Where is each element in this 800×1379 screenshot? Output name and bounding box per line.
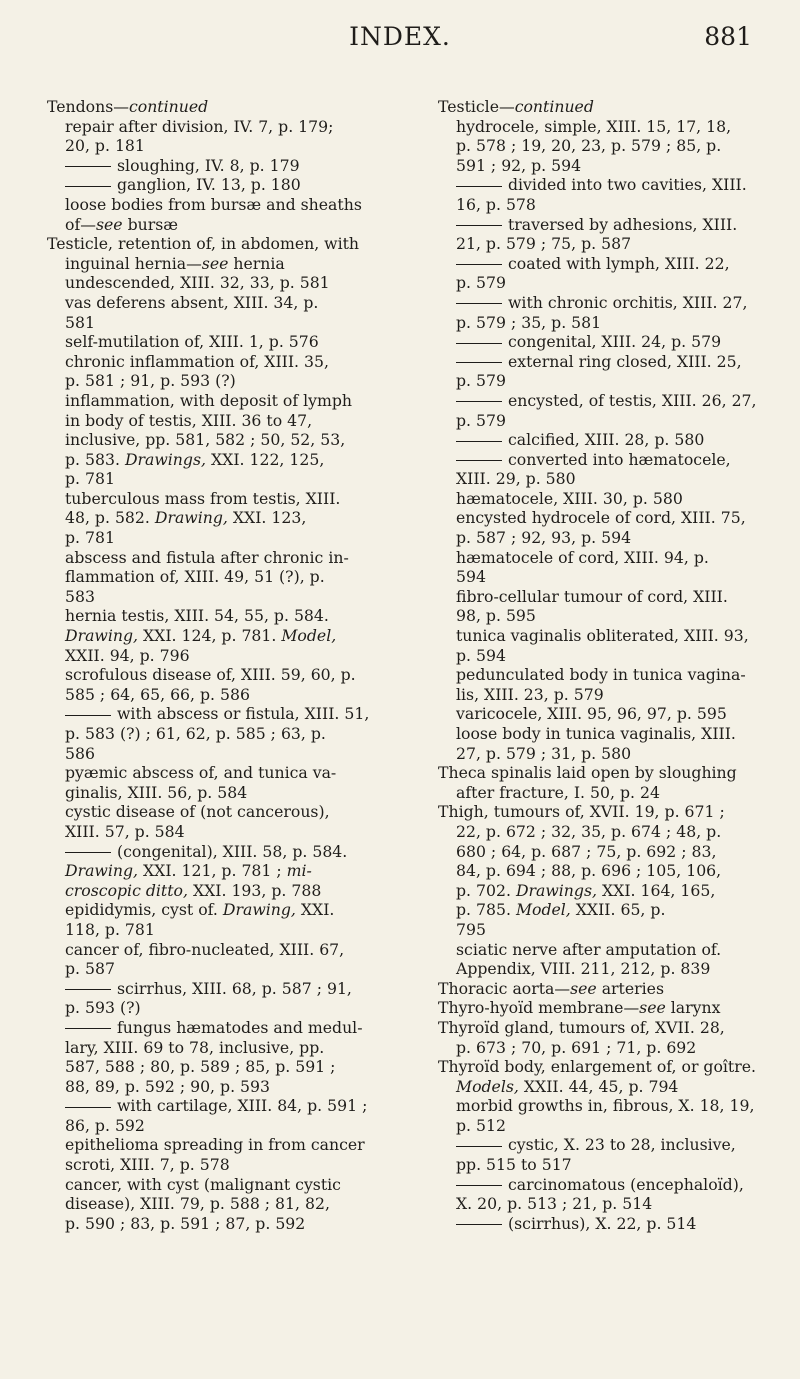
index-line [47, 1077, 417, 1097]
index-line [438, 430, 778, 450]
index-line [438, 156, 778, 176]
index-text: traversed by adhesions, XIII. [508, 214, 738, 234]
index-line [438, 998, 778, 1018]
index-text: cancer of, fibro-nucleated, XIII. 67, [65, 939, 345, 959]
index-line [47, 136, 417, 156]
index-line [438, 332, 778, 352]
index-text: lary, XIII. 69 to 78, inclusive, pp. [65, 1037, 325, 1057]
index-text: sloughing, IV. 8, p. 179 [117, 155, 300, 175]
index-text: Theca spinalis laid open by sloughing [438, 763, 737, 783]
ditto-dash [456, 460, 502, 461]
index-text: 583 [65, 586, 95, 606]
index-line [438, 940, 778, 960]
index-line [47, 1018, 417, 1038]
index-text: hæmatocele of cord, XIII. 94, p. [456, 547, 709, 567]
index-line [438, 1038, 778, 1058]
index-line [438, 567, 778, 587]
index-italic-text: mi- [286, 861, 312, 881]
index-text: repair after division, IV. 7, p. 179; [65, 116, 334, 136]
index-line [47, 293, 417, 313]
index-text: sciatic nerve after amputation of. [456, 939, 722, 959]
ditto-dash [65, 852, 111, 853]
index-text: scrofulous disease of, XIII. 59, 60, p. [65, 665, 356, 685]
index-line [47, 313, 417, 333]
index-text: with abscess or fistula, XIII. 51, [117, 704, 370, 724]
index-text: p. 579 ; 35, p. 581 [456, 312, 602, 332]
ditto-dash [456, 186, 502, 187]
index-text: 27, p. 579 ; 31, p. 580 [456, 743, 632, 763]
index-italic-text: see [95, 214, 123, 234]
index-text: inclusive, pp. 581, 582 ; 50, 52, 53, [65, 430, 346, 450]
index-text: arteries [596, 978, 664, 998]
index-line [438, 861, 778, 881]
index-line [438, 606, 778, 626]
index-text: with cartilage, XIII. 84, p. 591 ; [117, 1096, 368, 1116]
index-line [438, 646, 778, 666]
index-line [47, 744, 417, 764]
index-italic-text: see [639, 998, 666, 1018]
index-line [47, 763, 417, 783]
ditto-dash [456, 441, 502, 442]
index-text: coated with lymph, XIII. 22, [508, 253, 730, 273]
index-text: external ring closed, XIII. 25, [508, 351, 742, 371]
index-text: 680 ; 64, p. 687 ; 75, p. 692 ; 83, [456, 841, 717, 861]
index-column-right [438, 97, 778, 1233]
index-text: ganglion, IV. 13, p. 180 [117, 175, 301, 195]
index-text: p. 579 [456, 371, 506, 391]
index-text: Thyroïd body, enlargement of, or goître. [438, 1057, 757, 1077]
ditto-dash [456, 225, 502, 226]
index-line [438, 783, 778, 803]
index-line [47, 371, 417, 391]
index-line [438, 313, 778, 333]
index-text: p. 579 [456, 273, 506, 293]
index-text: 22, p. 672 ; 32, 35, p. 674 ; 48, p. [456, 821, 722, 841]
index-text: p. 673 ; 70, p. 691 ; 71, p. 692 [456, 1037, 697, 1057]
ditto-dash [456, 401, 502, 402]
index-text: self-mutilation of, XIII. 1, p. 576 [65, 332, 319, 352]
index-text: (congenital), XIII. 58, p. 584. [117, 841, 348, 861]
index-line [438, 763, 778, 783]
index-line [47, 195, 417, 215]
index-text: 98, p. 595 [456, 606, 536, 626]
index-text: 20, p. 181 [65, 136, 145, 156]
index-line [47, 940, 417, 960]
index-line [47, 215, 417, 235]
index-italic-text: Drawing, [222, 900, 296, 920]
index-text: lis, XIII. 23, p. 579 [456, 684, 604, 704]
index-text: p. 785. [456, 900, 516, 920]
index-text: hydrocele, simple, XIII. 15, 17, 18, [456, 116, 732, 136]
index-line [438, 665, 778, 685]
index-text: hernia testis, XIII. 54, 55, p. 584. [65, 606, 329, 626]
index-line [438, 1135, 778, 1155]
index-text: of— [65, 214, 96, 234]
index-line [438, 920, 778, 940]
index-line [438, 469, 778, 489]
ditto-dash [65, 715, 111, 716]
index-line [438, 391, 778, 411]
index-text: epithelioma spreading in from cancer [65, 1135, 365, 1155]
index-line [438, 411, 778, 431]
index-line [47, 1135, 417, 1155]
ditto-dash [456, 362, 502, 363]
ditto-dash [65, 1107, 111, 1108]
index-line [47, 1175, 417, 1195]
index-text: ginalis, XIII. 56, p. 584 [65, 782, 248, 802]
index-line [47, 959, 417, 979]
index-line [438, 234, 778, 254]
index-line [438, 1155, 778, 1175]
index-line [47, 508, 417, 528]
index-text: 86, p. 592 [65, 1115, 145, 1135]
index-text: tunica vaginalis obliterated, XIII. 93, [456, 626, 749, 646]
index-italic-text: Drawing, [154, 508, 228, 528]
index-text: X. 20, p. 513 ; 21, p. 514 [456, 1194, 653, 1214]
index-line [438, 528, 778, 548]
index-text: XXII. 65, p. [570, 900, 666, 920]
ditto-dash [456, 343, 502, 344]
index-text: cancer, with cyst (malignant cystic [65, 1174, 341, 1194]
index-text: hæmatocele, XIII. 30, p. 580 [456, 488, 683, 508]
index-line [47, 1096, 417, 1116]
index-text: pedunculated body in tunica vagina- [456, 665, 746, 685]
index-italic-text: Drawings, [515, 880, 597, 900]
index-text: 795 [456, 919, 486, 939]
ditto-dash [456, 1146, 502, 1147]
index-text: with chronic orchitis, XIII. 27, [508, 292, 748, 312]
index-line [438, 548, 778, 568]
index-column-left [47, 97, 417, 1233]
index-line [438, 293, 778, 313]
index-text: XIII. 29, p. 580 [456, 469, 576, 489]
index-text: scirrhus, XIII. 68, p. 587 ; 91, [117, 978, 352, 998]
index-text: 118, p. 781 [65, 919, 155, 939]
index-text: cystic disease of (not cancerous), [65, 802, 330, 822]
index-line [438, 215, 778, 235]
index-text: tuberculous mass from testis, XIII. [65, 488, 341, 508]
index-italic-text: Models, [456, 1076, 519, 1096]
index-line [438, 1214, 778, 1234]
index-line [47, 411, 417, 431]
index-text: p. 587 [65, 959, 115, 979]
index-line [438, 1077, 778, 1097]
index-italic-text: continued [514, 97, 594, 116]
index-text: p. 594 [456, 645, 506, 665]
index-line [47, 489, 417, 509]
index-text: divided into two cavities, XIII. [508, 175, 747, 195]
index-italic-text: croscopic ditto, [65, 880, 188, 900]
index-line [438, 489, 778, 509]
index-line [47, 332, 417, 352]
index-line [47, 920, 417, 940]
index-line [47, 881, 417, 901]
index-text: pyæmic abscess of, and tunica va- [65, 763, 337, 783]
index-text: undescended, XIII. 32, 33, p. 581 [65, 273, 330, 293]
index-text: 16, p. 578 [456, 194, 536, 214]
index-text: Thigh, tumours of, XVII. 19, p. 671 ; [438, 802, 725, 822]
ditto-dash [456, 1224, 502, 1225]
index-line [47, 430, 417, 450]
index-text: encysted hydrocele of cord, XIII. 75, [456, 508, 746, 528]
index-italic-text: Drawing, [65, 626, 139, 646]
index-text: disease), XIII. 79, p. 588 ; 81, 82, [65, 1194, 330, 1214]
index-text: Tendons— [47, 97, 129, 116]
index-line [47, 979, 417, 999]
index-text: Appendix, VIII. 211, 212, p. 839 [456, 959, 711, 979]
index-text: p. 578 ; 19, 20, 23, p. 579 ; 85, p. [456, 136, 722, 156]
index-text: hernia [228, 253, 285, 273]
index-text: XXI. [295, 900, 335, 920]
index-line [47, 822, 417, 842]
index-text: 587, 588 ; 80, p. 589 ; 85, p. 591 ; [65, 1057, 336, 1077]
ditto-dash [65, 1028, 111, 1029]
index-line [438, 1096, 778, 1116]
index-text: congenital, XIII. 24, p. 579 [508, 332, 722, 352]
index-line [47, 1214, 417, 1234]
index-text: p. 581 ; 91, p. 593 (?) [65, 371, 236, 391]
index-line [438, 273, 778, 293]
index-line [47, 1194, 417, 1214]
index-line [47, 861, 417, 881]
index-text: XXII. 44, 45, p. 794 [518, 1076, 679, 1096]
page-title: INDEX. [349, 22, 451, 51]
index-text: 88, 89, p. 592 ; 90, p. 593 [65, 1076, 270, 1096]
ditto-dash [65, 186, 111, 187]
index-line [438, 254, 778, 274]
index-text: Testicle, retention of, in abdomen, with [47, 234, 360, 254]
index-line [47, 273, 417, 293]
index-line [47, 704, 417, 724]
index-text: chronic inflammation of, XIII. 35, [65, 351, 329, 371]
index-line [47, 469, 417, 489]
index-text: XIII. 57, p. 584 [65, 821, 185, 841]
index-text: 21, p. 579 ; 75, p. 587 [456, 234, 632, 254]
index-line [438, 1057, 778, 1077]
index-line [438, 117, 778, 137]
index-line [438, 97, 778, 117]
index-text: XXI. 123, [227, 508, 307, 528]
index-text: 586 [65, 743, 95, 763]
index-line [438, 744, 778, 764]
index-line [438, 195, 778, 215]
index-line [47, 802, 417, 822]
index-line [47, 626, 417, 646]
index-text: 48, p. 582. [65, 508, 155, 528]
index-text: XXI. 124, p. 781. [138, 626, 282, 646]
index-line [438, 175, 778, 195]
index-line [47, 606, 417, 626]
index-text: (scirrhus), X. 22, p. 514 [508, 1213, 697, 1233]
index-line [47, 665, 417, 685]
index-text: calcified, XIII. 28, p. 580 [508, 430, 705, 450]
ditto-dash [456, 303, 502, 304]
index-italic-text: Drawings, [124, 449, 206, 469]
index-text: XXI. 193, p. 788 [187, 880, 322, 900]
index-text: 594 [456, 567, 486, 587]
index-text: 581 [65, 312, 95, 332]
index-text: epididymis, cyst of. [65, 900, 223, 920]
index-line [47, 97, 417, 117]
index-italic-text: Drawing, [65, 861, 139, 881]
index-text: Thyroïd gland, tumours of, XVII. 28, [438, 1017, 725, 1037]
index-text: loose body in tunica vaginalis, XIII. [456, 724, 736, 743]
index-line [438, 704, 778, 724]
index-line [438, 842, 778, 862]
index-line [438, 1018, 778, 1038]
index-line [438, 136, 778, 156]
index-line [47, 567, 417, 587]
index-line [438, 959, 778, 979]
ditto-dash [65, 989, 111, 990]
index-text: fungus hæmatodes and medul- [117, 1017, 363, 1037]
index-text: morbid growths in, fibrous, X. 18, 19, [456, 1096, 755, 1116]
index-line [47, 117, 417, 137]
ditto-dash [456, 264, 502, 265]
index-text: p. 583. [65, 449, 125, 469]
index-text: p. 512 [456, 1115, 506, 1135]
index-text: Testicle— [438, 97, 515, 116]
index-line [438, 685, 778, 705]
index-line [47, 391, 417, 411]
running-head [0, 22, 800, 62]
index-line [438, 900, 778, 920]
index-text: p. 590 ; 83, p. 591 ; 87, p. 592 [65, 1213, 306, 1233]
index-text: XXI. 122, 125, [206, 449, 325, 469]
index-text: p. 583 (?) ; 61, 62, p. 585 ; 63, p. [65, 724, 326, 743]
index-text: cystic, X. 23 to 28, inclusive, [508, 1135, 736, 1155]
index-text: converted into hæmatocele, [508, 449, 731, 469]
index-line [438, 724, 778, 744]
index-text: carcinomatous (encephaloïd), [508, 1174, 744, 1194]
index-line [438, 802, 778, 822]
index-line [47, 548, 417, 568]
index-text: p. 593 (?) [65, 998, 141, 1018]
index-line [47, 528, 417, 548]
index-line [438, 1116, 778, 1136]
index-text: in body of testis, XIII. 36 to 47, [65, 410, 313, 430]
index-text: Thyro-hyoïd membrane— [438, 998, 640, 1018]
index-italic-text: continued [128, 97, 209, 116]
index-text: fibro-cellular tumour of cord, XIII. [456, 586, 728, 606]
index-line [47, 646, 417, 666]
index-text: 84, p. 694 ; 88, p. 696 ; 105, 106, [456, 861, 722, 881]
index-line [438, 626, 778, 646]
index-text: bursæ [122, 214, 179, 234]
index-text: after fracture, I. 50, p. 24 [456, 782, 660, 802]
index-text: loose bodies from bursæ and sheaths [65, 194, 362, 214]
index-text: inflammation, with deposit of lymph [65, 390, 353, 410]
index-text: vas deferens absent, XIII. 34, p. [65, 292, 319, 312]
index-line [438, 822, 778, 842]
index-text: scroti, XIII. 7, p. 578 [65, 1155, 230, 1175]
index-italic-text: see [570, 978, 597, 998]
index-line [47, 842, 417, 862]
index-text: varicocele, XIII. 95, 96, 97, p. 595 [456, 704, 727, 724]
index-line [47, 587, 417, 607]
index-italic-text: see [201, 253, 229, 273]
index-line [438, 881, 778, 901]
index-line [47, 1155, 417, 1175]
index-text: larynx [665, 998, 721, 1018]
index-line [47, 254, 417, 274]
index-text: abscess and fistula after chronic in- [65, 547, 349, 567]
index-text: p. 781 [65, 469, 115, 489]
index-line [47, 450, 417, 470]
index-italic-text: Model, [281, 626, 337, 646]
index-text: XXII. 94, p. 796 [65, 645, 190, 665]
index-text: encysted, of testis, XIII. 26, 27, [508, 390, 757, 410]
ditto-dash [456, 1185, 502, 1186]
index-text: XXI. 121, p. 781 ; [138, 861, 287, 881]
index-text: 585 ; 64, 65, 66, p. 586 [65, 684, 250, 704]
index-line [438, 450, 778, 470]
index-line [47, 1116, 417, 1136]
page-number: 881 [704, 22, 752, 51]
index-line [47, 1038, 417, 1058]
index-line [438, 979, 778, 999]
index-line [47, 1057, 417, 1077]
index-text: 591 ; 92, p. 594 [456, 155, 582, 175]
index-line [47, 783, 417, 803]
index-text: flammation of, XIII. 49, 51 (?), p. [65, 567, 325, 587]
index-line [47, 156, 417, 176]
index-text: p. 587 ; 92, 93, p. 594 [456, 528, 632, 548]
index-line [47, 685, 417, 705]
index-line [438, 587, 778, 607]
ditto-dash [65, 166, 111, 167]
index-line [438, 352, 778, 372]
index-text: inguinal hernia— [65, 253, 202, 273]
index-text: p. 702. [456, 880, 516, 900]
index-line [47, 234, 417, 254]
index-line [47, 352, 417, 372]
index-text: XXI. 164, 165, [597, 880, 716, 900]
index-line [438, 1194, 778, 1214]
index-text: pp. 515 to 517 [456, 1155, 572, 1175]
index-line [47, 724, 417, 744]
index-line [438, 1175, 778, 1195]
index-line [438, 508, 778, 528]
index-italic-text: Model, [515, 900, 571, 920]
index-line [438, 371, 778, 391]
index-text: p. 781 [65, 528, 115, 548]
index-line [47, 900, 417, 920]
index-text: Thoracic aorta— [438, 978, 571, 998]
index-line [47, 175, 417, 195]
index-text: p. 579 [456, 410, 506, 430]
index-line [47, 998, 417, 1018]
